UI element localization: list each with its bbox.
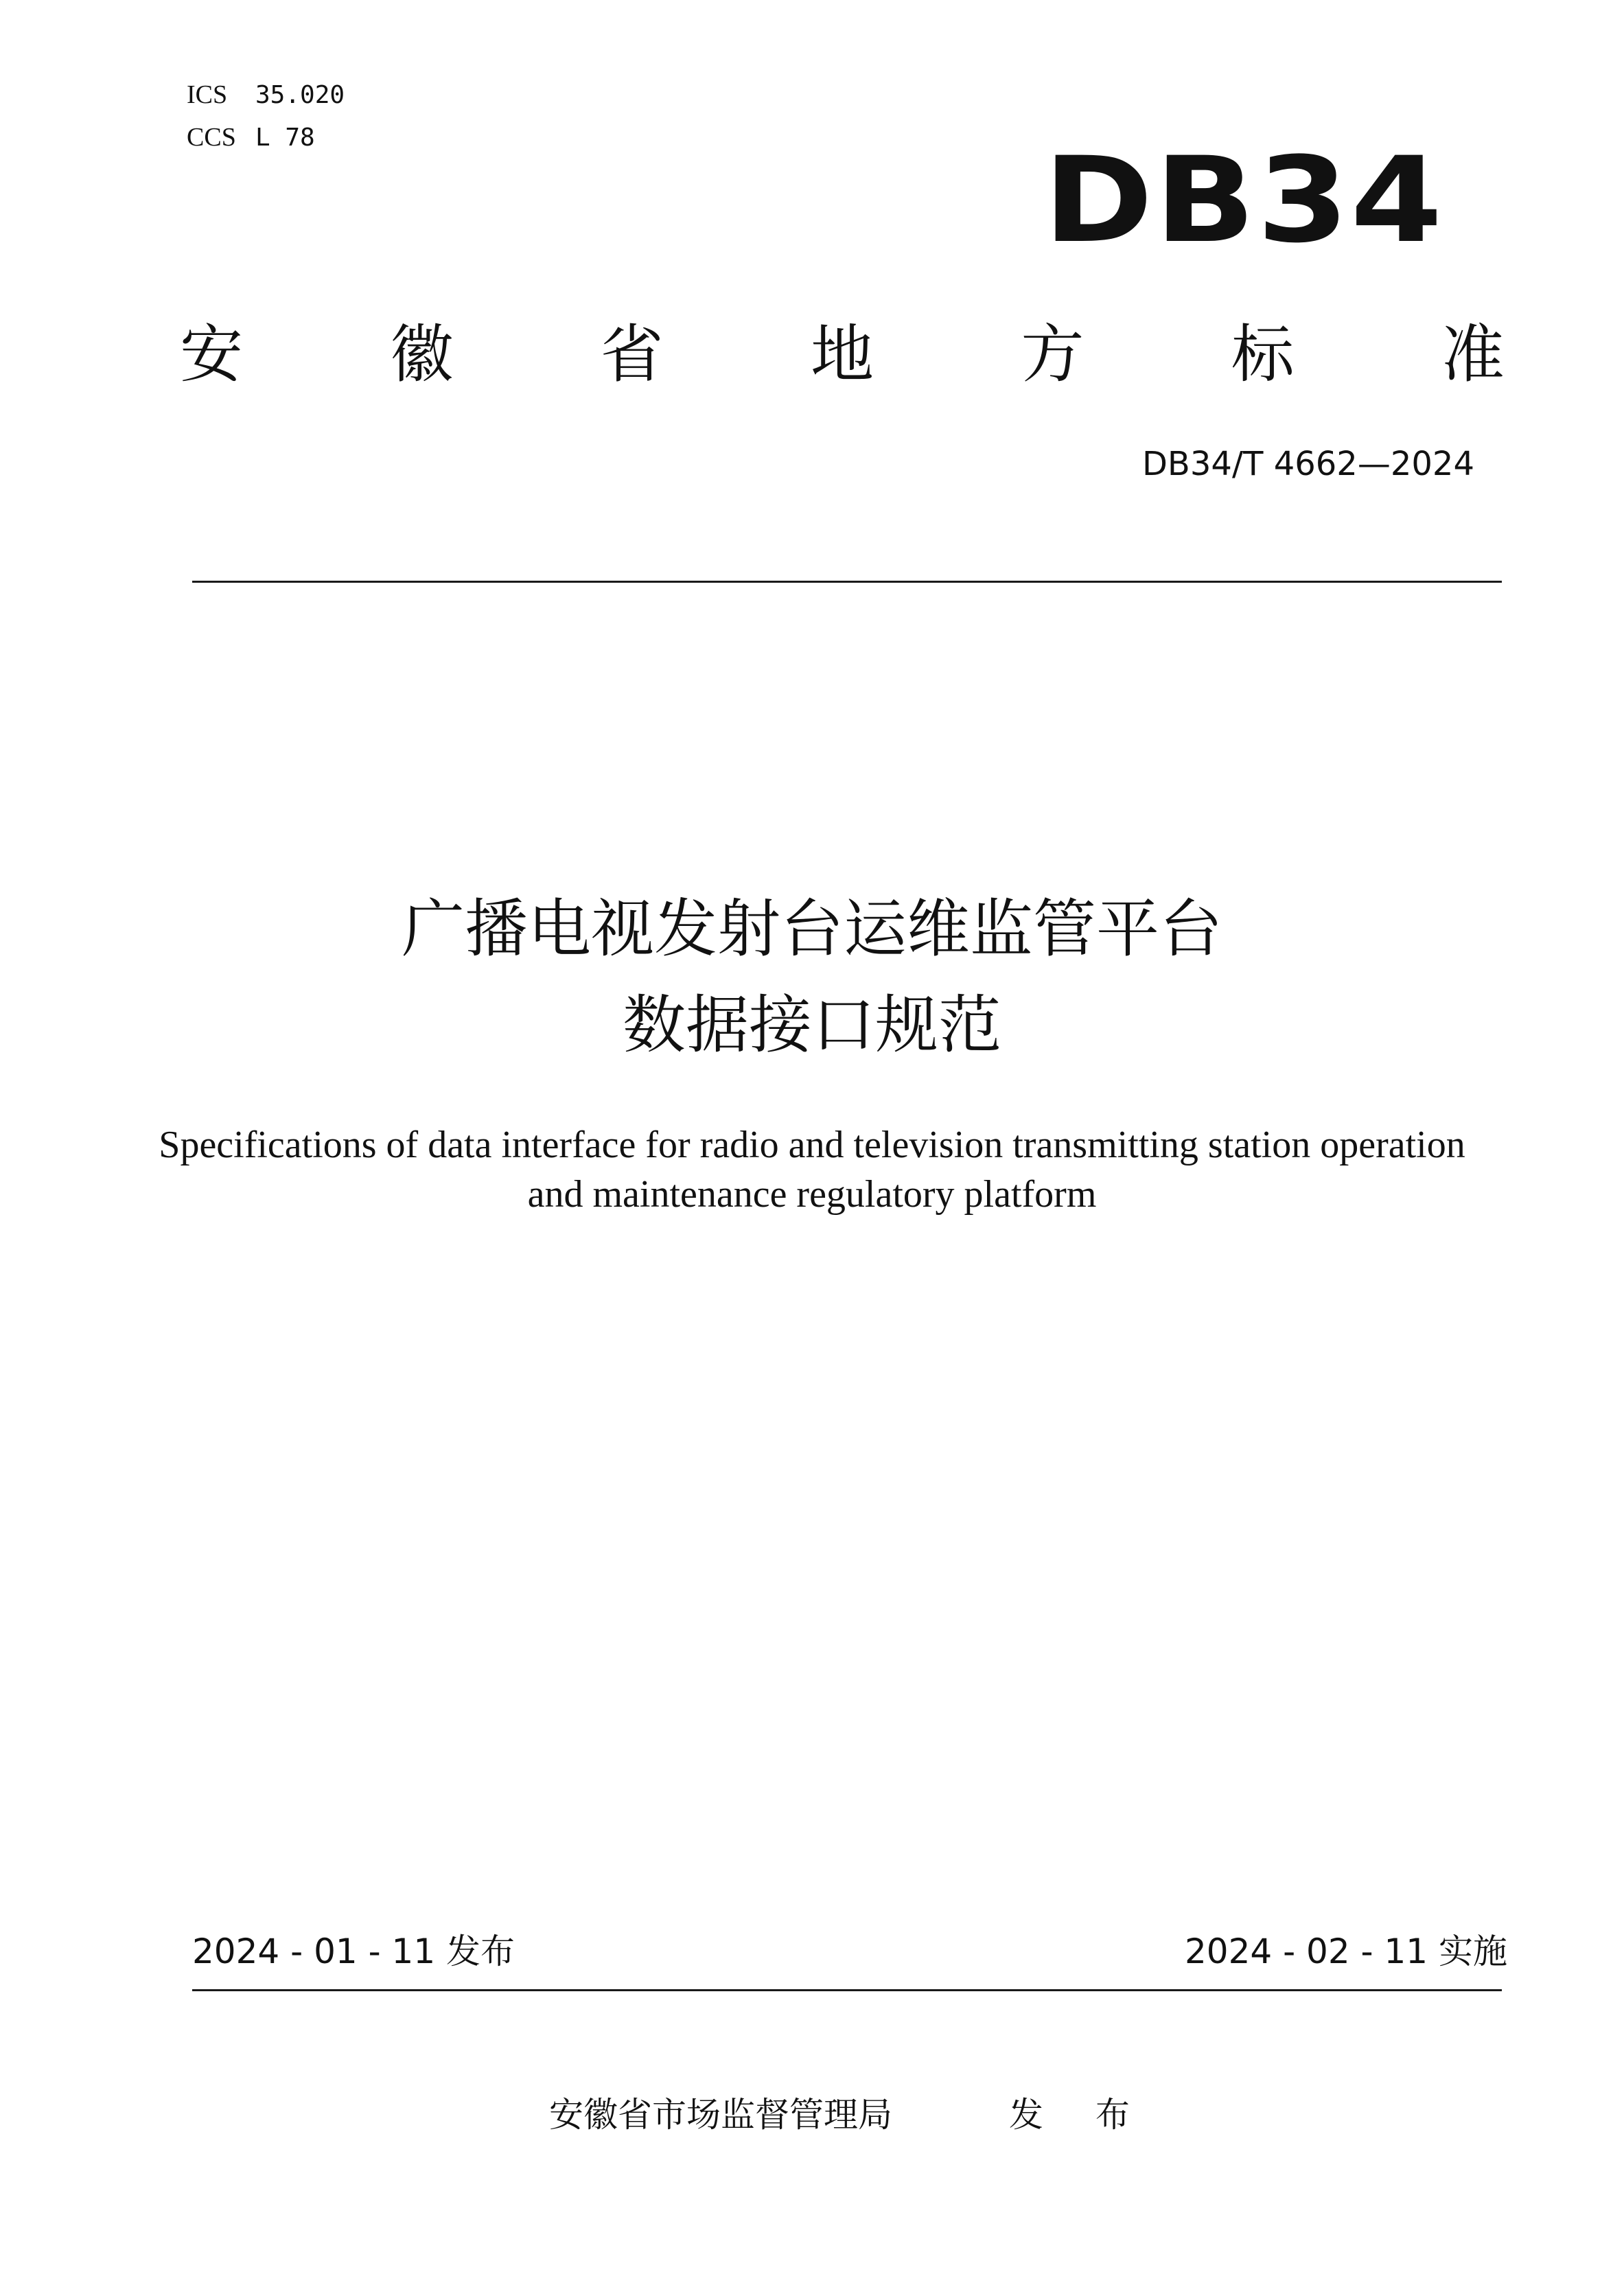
english-title-line2: and maintenance regulatory platform: [527, 1173, 1097, 1216]
standard-type-char: 标: [1231, 318, 1295, 391]
top-divider: [192, 581, 1502, 583]
bottom-divider: [192, 1989, 1502, 1991]
ics-value: 35.020: [255, 81, 345, 109]
chinese-title-line1: 广播电视发射台运维监管平台: [401, 892, 1222, 966]
standard-type-char: 准: [1441, 318, 1505, 391]
db34-logo: DB34: [1043, 131, 1444, 269]
english-title-line1: Specifications of data interface for radio and television transmitting station operation: [159, 1124, 1465, 1166]
ccs-value: L 78: [255, 124, 315, 152]
standard-type-char: 地: [810, 318, 874, 391]
publisher-name: 安徽省市场监督管理局: [549, 2095, 892, 2135]
implement-date: 2024 - 02 - 11 实施: [1184, 1932, 1507, 1971]
standard-type-char: 省: [600, 318, 664, 391]
standard-type-title: [180, 317, 1505, 393]
publish-label: 发 布: [1009, 2095, 1150, 2135]
ccs-label: CCS: [187, 123, 236, 152]
chinese-title-line2: 数据接口规范: [622, 988, 1001, 1062]
ics-label: ICS: [187, 80, 228, 109]
ics-code: [187, 81, 345, 108]
issue-date: 2024 - 01 - 11 发布: [192, 1932, 515, 1971]
standard-type-char: 徽: [390, 318, 454, 391]
ccs-code: [187, 124, 315, 150]
standard-type-char: 安: [180, 318, 244, 391]
standard-type-char: 方: [1021, 318, 1084, 391]
standard-number: DB34/T 4662—2024: [1141, 445, 1474, 483]
